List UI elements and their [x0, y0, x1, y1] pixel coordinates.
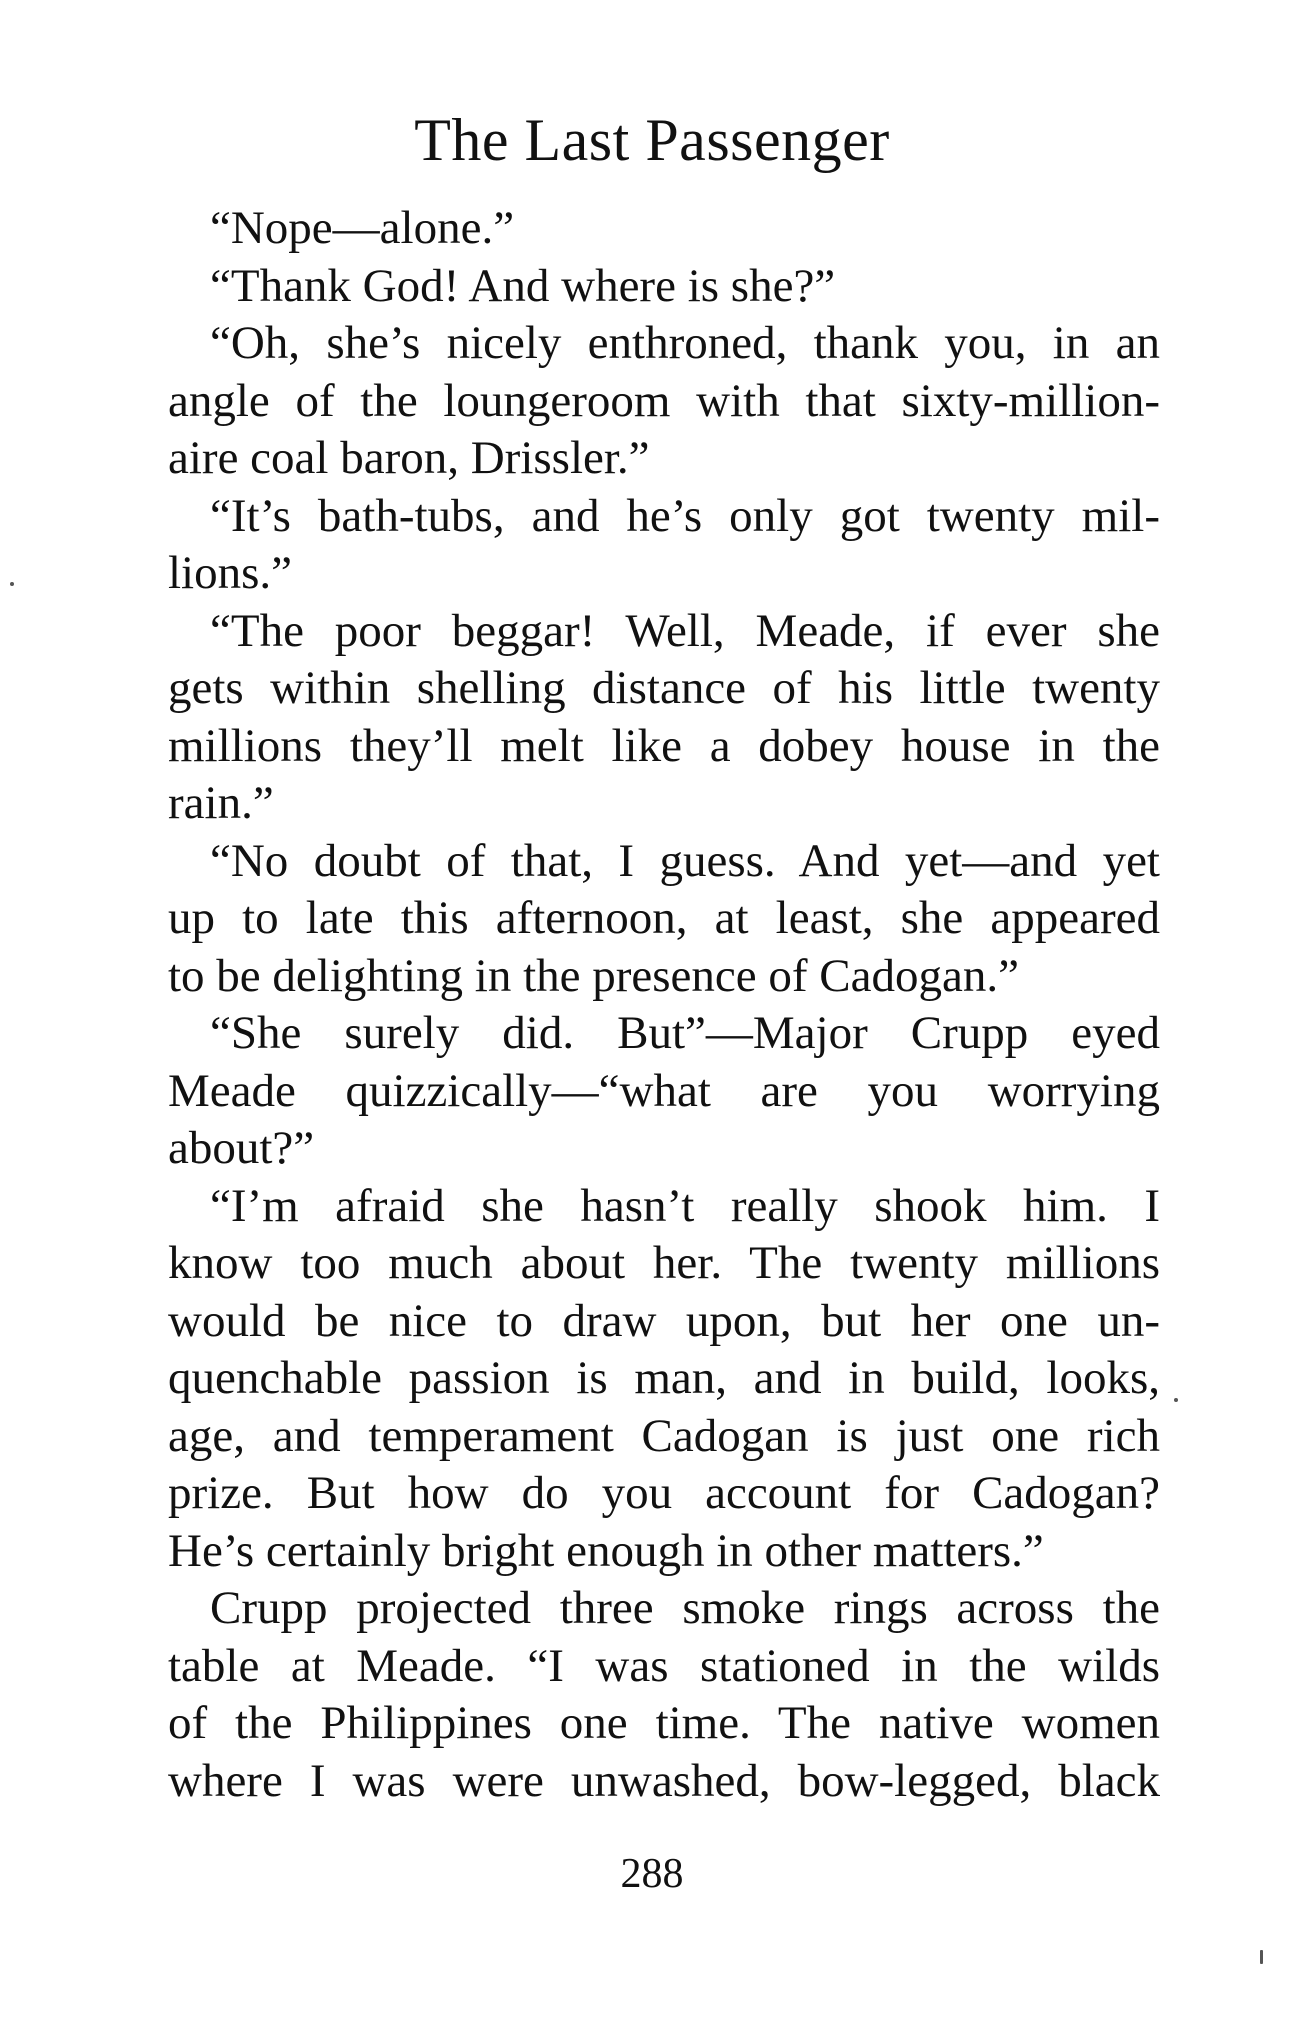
running-head: The Last Passenger — [414, 107, 890, 173]
text-line: lions.” — [168, 547, 293, 599]
text-line: about?” — [168, 1122, 315, 1174]
text-line: “She surely did. But”—Major Crupp eyed — [210, 1007, 1160, 1059]
body-text — [168, 200, 1160, 1810]
text-line: He’s certainly bright enough in other matters.” — [168, 1524, 1044, 1577]
text-line: millions they’ll melt like a dobey house in the — [168, 719, 1160, 772]
text-line: up to late this afternoon, at least, she appeared — [168, 892, 1160, 944]
scan-speck — [1260, 1950, 1263, 1964]
text-line: aire coal baron, Drissler.” — [168, 432, 650, 484]
text-line: “Thank God! And where is she?” — [210, 259, 836, 312]
text-line: “Nope—alone.” — [210, 202, 515, 254]
text-line: “It’s bath-tubs, and he’s only got twenty mil- — [210, 489, 1160, 542]
text-line: “I’m afraid she hasn’t really shook him. I — [210, 1179, 1160, 1232]
text-line: table at Meade. “I was stationed in the wilds — [168, 1639, 1160, 1692]
text-line: “The poor beggar! Well, Meade, if ever she — [210, 604, 1160, 657]
text-line: age, and temperament Cadogan is just one rich — [168, 1409, 1160, 1462]
scan-speck — [1174, 1398, 1178, 1402]
text-line: “Oh, she’s nicely enthroned, thank you, in an — [210, 317, 1160, 369]
scan-speck — [10, 582, 14, 586]
text-line: of the Philippines one time. The native women — [168, 1697, 1160, 1749]
text-line: to be delighting in the presence of Cadogan.” — [168, 949, 1019, 1002]
text-line: where I was were unwashed, bow-legged, black — [168, 1754, 1160, 1807]
text-line: gets within shelling distance of his little twenty — [168, 662, 1160, 714]
text-line: would be nice to draw upon, but her one un- — [168, 1294, 1160, 1347]
page-number: 288 — [620, 1851, 684, 1897]
text-line: Crupp projected three smoke rings across the — [210, 1582, 1160, 1634]
text-line: quenchable passion is man, and in build, looks, — [168, 1352, 1160, 1404]
text-line: rain.” — [168, 777, 274, 829]
text-line: know too much about her. The twenty millions — [168, 1237, 1160, 1289]
text-line: Meade quizzically—“what are you worrying — [168, 1064, 1160, 1117]
text-line: prize. But how do you account for Cadogan? — [168, 1467, 1160, 1519]
text-line: angle of the loungeroom with that sixty-million- — [168, 374, 1160, 427]
text-line: “No doubt of that, I guess. And yet—and yet — [210, 834, 1160, 887]
